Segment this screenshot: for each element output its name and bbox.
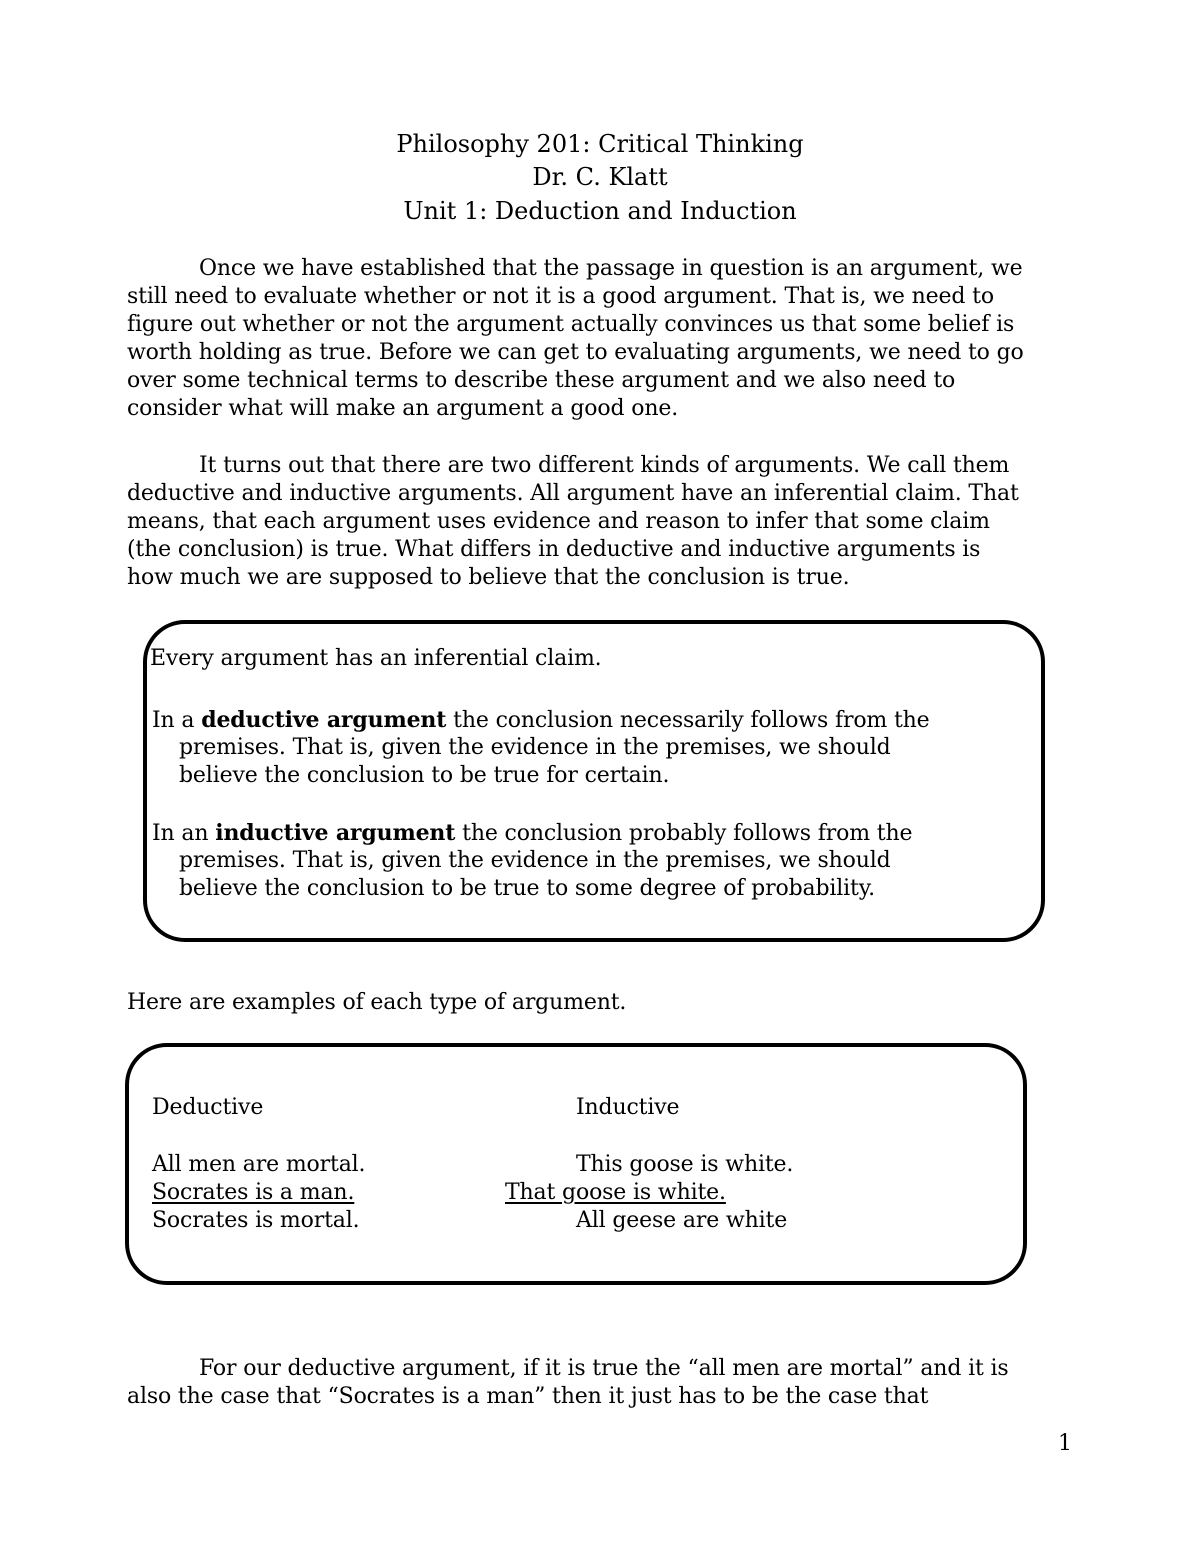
paragraph-line: still need to evaluate whether or not it is a good argument. That is, we need to [127, 284, 994, 309]
paragraph-line: (the conclusion) is true. What differs in deductive and inductive arguments is [127, 537, 981, 562]
paragraph-line: deductive and inductive arguments. All argument have an inferential claim. That [127, 481, 1019, 506]
deductive-definition-line: believe the conclusion to be true for certain. [179, 763, 670, 788]
paragraph-line: It turns out that there are two different kinds of arguments. We call them [199, 453, 1010, 478]
inductive-conclusion: All geese are white [576, 1208, 788, 1233]
course-title: Philosophy 201: Critical Thinking [396, 130, 804, 158]
inductive-definition-line: In an inductive argument the conclusion probably follows from the [152, 820, 913, 846]
unit-title: Unit 1: Deduction and Induction [403, 197, 797, 225]
page-number: 1 [1058, 1431, 1072, 1456]
examples-intro: Here are examples of each type of argument. [127, 990, 627, 1015]
inductive-premise: This goose is white. [576, 1152, 794, 1177]
deductive-premise: All men are mortal. [152, 1152, 366, 1177]
deductive-premise: Socrates is a man. [152, 1180, 355, 1205]
deductive-conclusion: Socrates is mortal. [152, 1208, 360, 1233]
inductive-definition-line: believe the conclusion to be true to some degree of probability. [179, 876, 875, 901]
inductive-term: inductive argument [215, 820, 456, 846]
paragraph-line: over some technical terms to describe these argument and we also need to [127, 368, 956, 393]
inductive-definition-line: premises. That is, given the evidence in the premises, we should [179, 848, 891, 873]
paragraph-line: worth holding as true. Before we can get to evaluating arguments, we need to go [127, 340, 1024, 365]
instructor-name: Dr. C. Klatt [532, 163, 668, 191]
paragraph-line: how much we are supposed to believe that the conclusion is true. [127, 565, 850, 590]
deductive-heading: Deductive [152, 1095, 264, 1120]
inductive-premise: That goose is white. [505, 1180, 726, 1205]
paragraph-line: figure out whether or not the argument actually convinces us that some belief is [127, 312, 1015, 337]
paragraph-line: For our deductive argument, if it is true the “all men are mortal” and it is [199, 1356, 1009, 1381]
inductive-heading: Inductive [576, 1095, 680, 1120]
deductive-term: deductive argument [201, 707, 447, 733]
definition-intro: Every argument has an inferential claim. [150, 646, 602, 671]
paragraph-line: means, that each argument uses evidence and reason to infer that some claim [127, 509, 990, 534]
deductive-definition-line: In a deductive argument the conclusion necessarily follows from the [152, 707, 930, 733]
deductive-definition-line: premises. That is, given the evidence in the premises, we should [179, 735, 891, 760]
paragraph-line: Once we have established that the passage in question is an argument, we [199, 256, 1023, 281]
paragraph-line: also the case that “Socrates is a man” then it just has to be the case that [127, 1384, 929, 1409]
paragraph-line: consider what will make an argument a good one. [127, 396, 679, 421]
